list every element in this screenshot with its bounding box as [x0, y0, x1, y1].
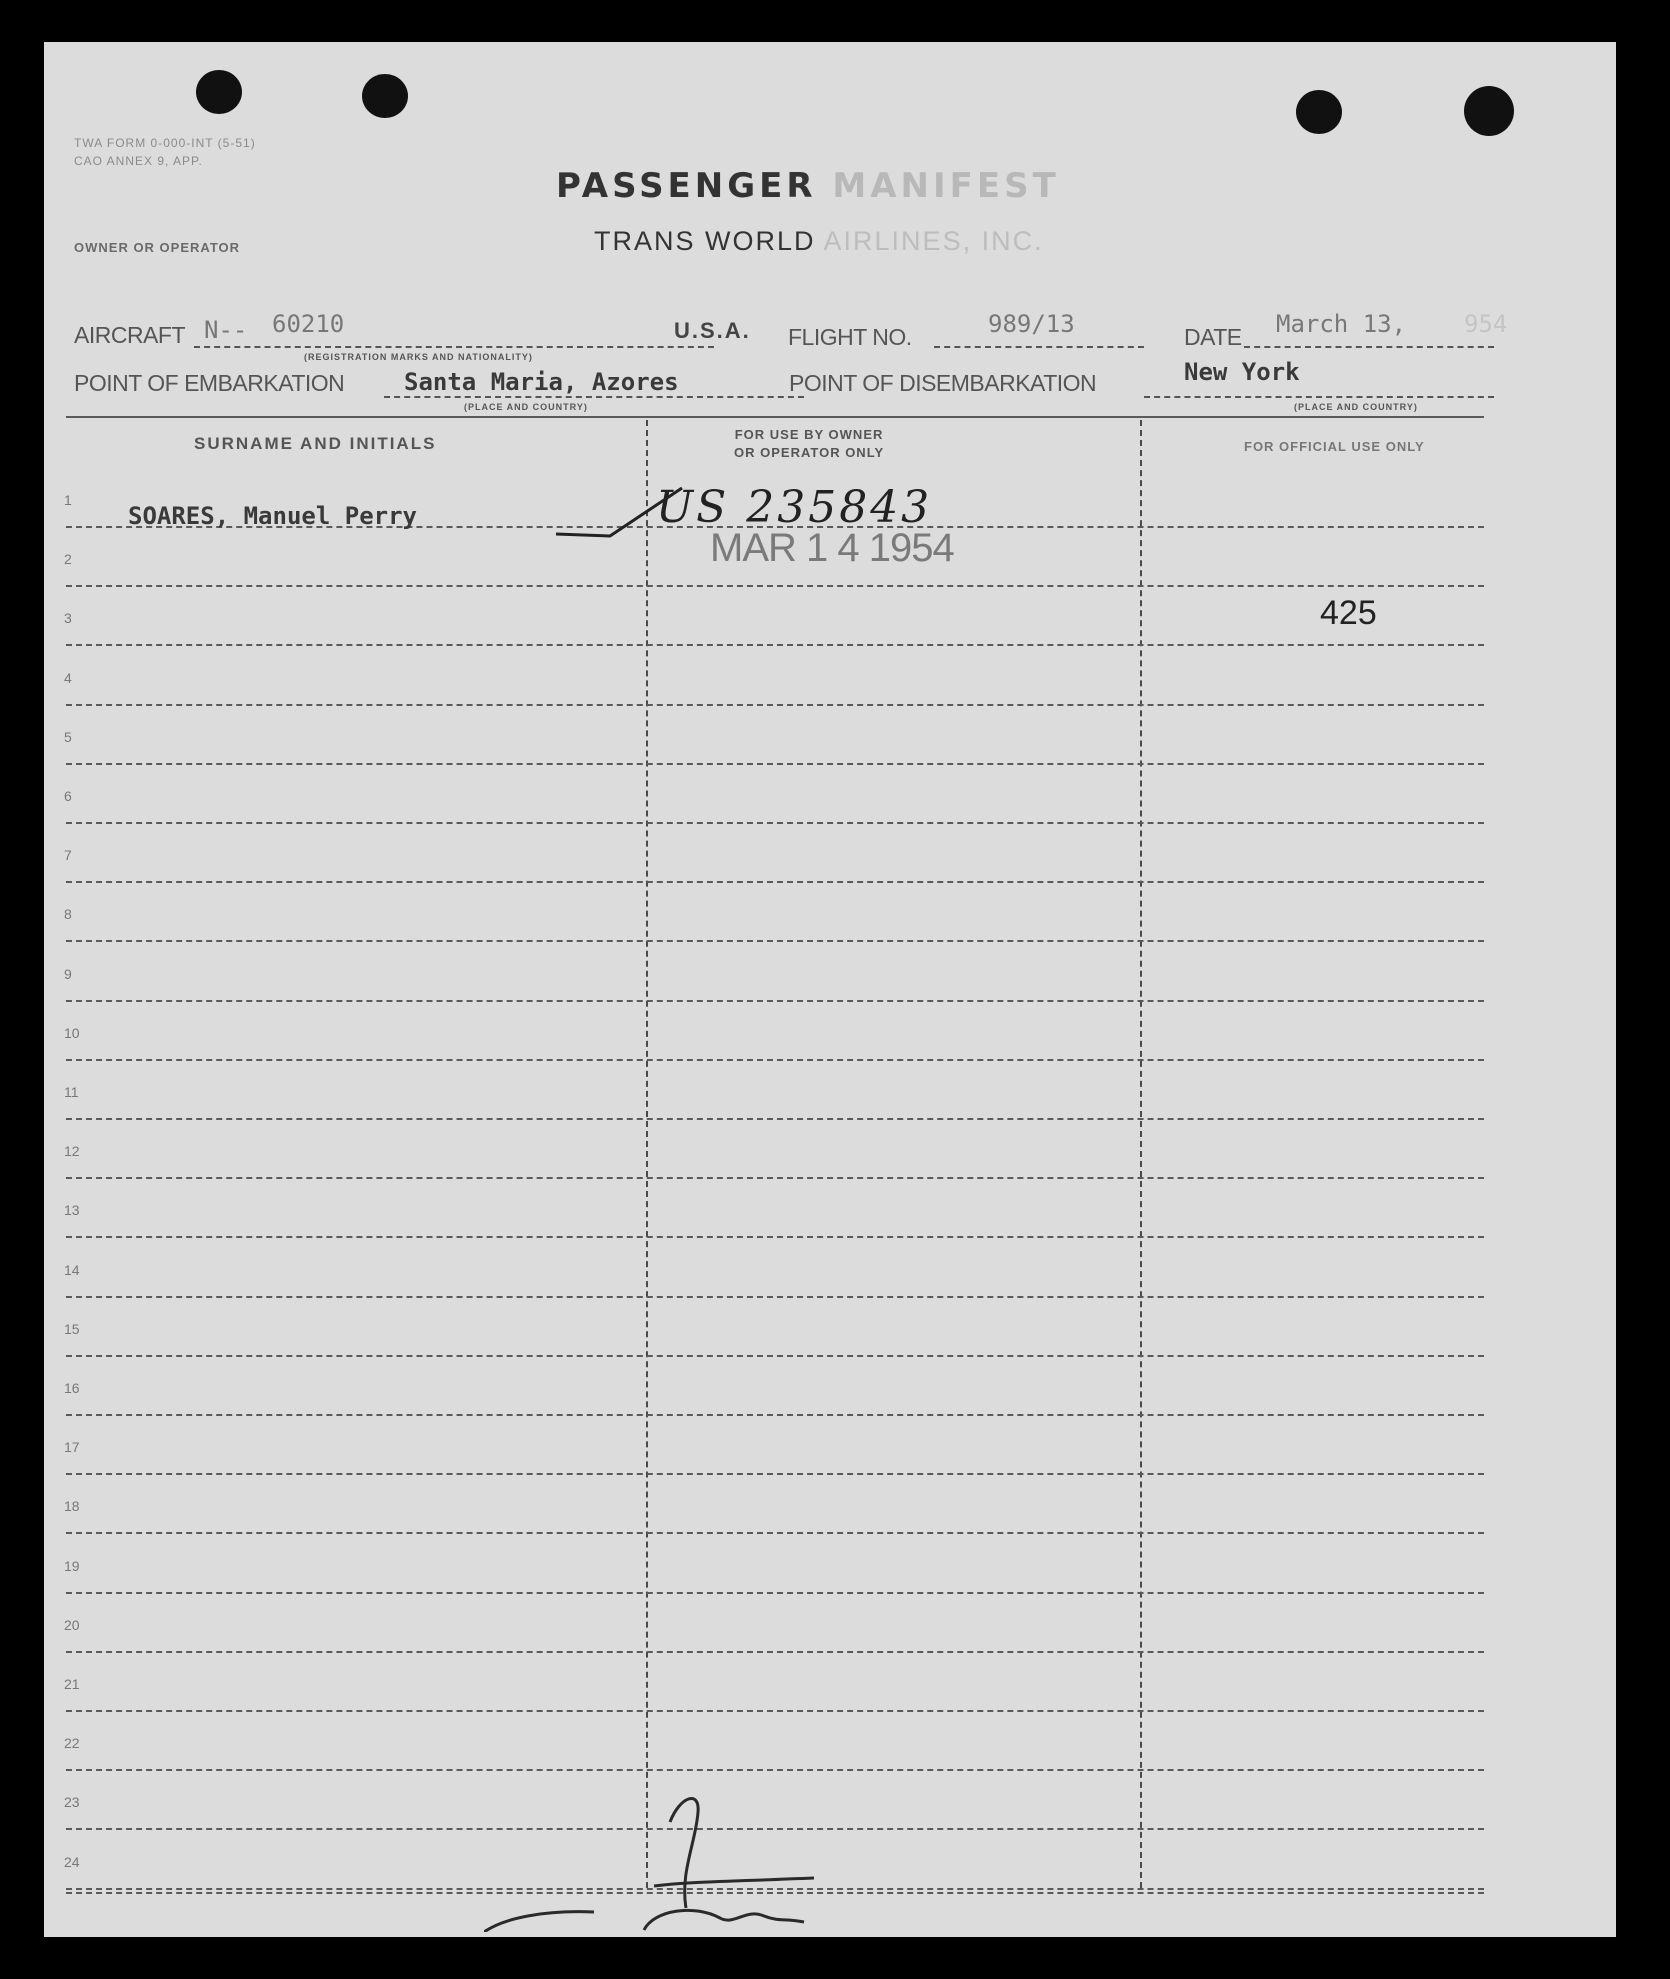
aircraft-label: AIRCRAFT: [74, 322, 185, 348]
row-line: [66, 644, 1484, 646]
row-line: [66, 1355, 1484, 1357]
punch-hole: [362, 74, 408, 118]
date-label: DATE: [1184, 324, 1242, 350]
row-line: [66, 822, 1484, 824]
col-operator-header-line2: OR OPERATOR ONLY: [734, 445, 885, 460]
row-number: 3: [64, 610, 72, 627]
row-number: 1: [64, 492, 72, 508]
form-number: TWA FORM 0-000-INT (5-51): [74, 136, 256, 150]
row-number: 24: [64, 1853, 80, 1870]
embark-value: Santa Maria, Azores: [404, 368, 679, 396]
row-number: 17: [64, 1439, 80, 1456]
row-number: 19: [64, 1557, 80, 1574]
row-line: [66, 940, 1484, 942]
row-line: [66, 1000, 1484, 1002]
row-line: [66, 1414, 1484, 1416]
usa-label: U.S.A.: [674, 318, 751, 343]
flight-label: FLIGHT NO.: [788, 324, 912, 350]
col-operator-header: [734, 426, 884, 462]
row-number: 7: [64, 847, 72, 864]
date-stamp: MAR 1 4 1954: [710, 526, 954, 570]
flight-underline: [934, 346, 1144, 348]
embark-underline: [384, 396, 804, 398]
title-faded: MANIFEST: [832, 166, 1060, 206]
row-number: 22: [64, 1735, 80, 1752]
aircraft-prefix: N--: [204, 316, 248, 344]
date-underline: [1244, 346, 1494, 348]
owner-label: OWNER OR OPERATOR: [74, 240, 241, 255]
row-line: [66, 1177, 1484, 1179]
row-number: 18: [64, 1498, 80, 1515]
aircraft-underline: [194, 346, 714, 348]
punch-hole: [196, 70, 242, 114]
operator-entry: US 235843: [656, 482, 933, 533]
official-number: 425: [1320, 594, 1377, 632]
row-number: 16: [64, 1380, 80, 1396]
row-line: [66, 1118, 1484, 1120]
row-number: 11: [64, 1084, 79, 1100]
registration-note: (REGISTRATION MARKS AND NATIONALITY): [304, 352, 533, 362]
row-line: [66, 1473, 1484, 1475]
row-number: 21: [64, 1676, 80, 1692]
row-number: 5: [64, 728, 72, 745]
date-year: 954: [1464, 310, 1508, 338]
embark-label: POINT OF EMBARKATION: [74, 370, 345, 396]
disembark-value: New York: [1184, 358, 1300, 386]
row-line: [66, 1532, 1484, 1534]
row-number: 23: [64, 1794, 80, 1811]
page-title: [556, 166, 1060, 206]
row-line: [66, 1710, 1484, 1712]
aircraft-number: 60210: [272, 310, 345, 338]
row-number: 10: [64, 1024, 80, 1041]
row-number: 8: [64, 906, 72, 923]
row-line: [66, 1236, 1484, 1238]
form-annex: CAO ANNEX 9, APP.: [74, 154, 203, 168]
place-note: (PLACE AND COUNTRY): [464, 402, 588, 412]
row-line: [66, 881, 1484, 883]
row-number: 13: [64, 1202, 80, 1219]
date-value: March 13,: [1276, 310, 1407, 338]
col-operator-header-line1: FOR USE BY OWNER: [734, 427, 884, 442]
row-line: [66, 704, 1484, 706]
row-number: 12: [64, 1143, 80, 1160]
row-line: [66, 1059, 1484, 1061]
row-line: [66, 1296, 1484, 1298]
punch-hole: [1296, 90, 1342, 134]
place-note-2: (PLACE AND COUNTRY): [1294, 402, 1418, 412]
company-name: [594, 226, 1044, 257]
disembark-label: POINT OF DISEMBARKATION: [789, 370, 1097, 396]
row-number: 9: [64, 965, 72, 982]
row-number: 4: [64, 669, 72, 686]
row-line: [66, 1651, 1484, 1653]
column-divider: [1140, 420, 1142, 1888]
column-divider: [646, 420, 648, 1888]
signature-mark: [484, 1782, 824, 1932]
col-official-header: FOR OFFICIAL USE ONLY: [1244, 439, 1425, 454]
row-number: 15: [64, 1320, 80, 1337]
row-number: 20: [64, 1616, 80, 1633]
company-main: TRANS WORLD: [594, 226, 816, 256]
flight-number: 989/13: [988, 310, 1075, 338]
disembark-underline: [1144, 396, 1494, 398]
passenger-name: SOARES, Manuel Perry: [128, 502, 417, 530]
title-main: PASSENGER: [556, 166, 817, 206]
row-line: [66, 763, 1484, 765]
company-faded: AIRLINES, INC.: [823, 226, 1044, 256]
punch-hole: [1464, 86, 1514, 136]
row-line: [66, 1592, 1484, 1594]
row-number: 2: [64, 551, 72, 568]
table-top-line: [66, 416, 1484, 418]
row-number: 14: [64, 1261, 80, 1278]
row-line: [66, 1769, 1484, 1771]
manifest-sheet: [44, 42, 1616, 1937]
row-line: [66, 585, 1484, 587]
col-surname-header: SURNAME AND INITIALS: [194, 434, 437, 453]
row-number: 6: [64, 788, 72, 804]
